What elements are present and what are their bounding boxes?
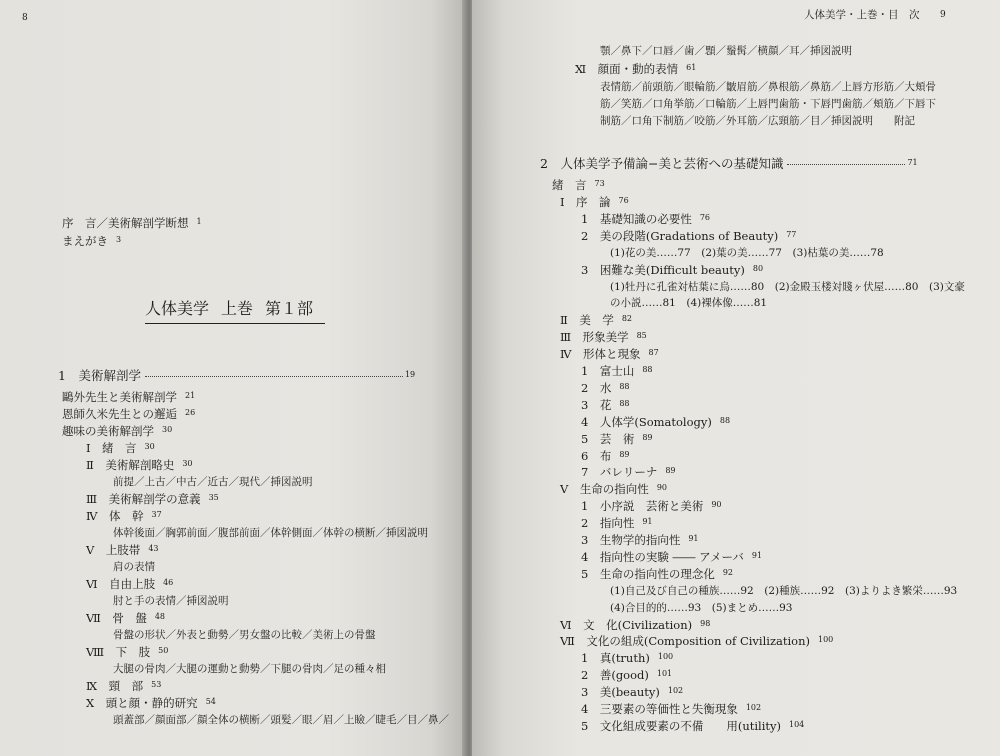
toc-subentry: 前提／上古／中古／近古／現代／挿図説明 — [113, 476, 313, 488]
toc-subentry — [610, 282, 965, 293]
entry-number: Ⅳ — [560, 347, 572, 362]
entry-title: 基礎知識の必要性 — [599, 211, 692, 226]
toc-entry[interactable] — [581, 228, 797, 243]
entry-title: 文化組成要素の不備 用(utility) — [599, 718, 781, 733]
toc-subentry — [610, 248, 884, 259]
toc-section[interactable] — [560, 332, 647, 344]
toc-subentry: 頭蓋部／顔面部／顔全体の横断／頭髪／眼／眉／上瞼／睫毛／目／鼻／ — [113, 714, 449, 726]
entry-number: 6 — [581, 448, 589, 463]
entry-title: (4)合目的的……93 (5)まとめ……93 — [610, 601, 793, 614]
entry-title: 真(truth) — [599, 651, 650, 666]
page-number-left: 8 — [22, 13, 28, 23]
page-ref: 100 — [657, 652, 674, 662]
entry-title: 生物学的指向性 — [599, 533, 681, 547]
toc-entry[interactable] — [581, 653, 673, 665]
entry-number: 3 — [581, 262, 589, 277]
toc-entry[interactable]: Ⅹ 頭と顔・静的研究 $^{54}$ — [86, 696, 216, 710]
page-ref: 77 — [786, 229, 797, 239]
entry-title: 文 化(Civilization) — [583, 617, 693, 632]
page-ref: 76 — [699, 212, 711, 222]
entry-title: 生命の指向性 — [579, 482, 649, 497]
toc-section[interactable] — [560, 315, 632, 327]
toc-entry[interactable] — [581, 566, 734, 581]
entry-title: 布 — [599, 448, 612, 463]
toc-subentry: 肘と手の表情／挿図説明 — [113, 595, 229, 607]
toc-section[interactable] — [560, 617, 711, 632]
part-title: 人体美学 上巻 第１部 — [145, 296, 325, 324]
entry-number: Ⅵ — [560, 617, 572, 632]
toc-entry[interactable] — [581, 262, 764, 277]
toc-section[interactable]: 趣味の美術解剖学 $^{30}$ — [62, 424, 173, 438]
entry-title: 文化の組成(Composition of Civilization) — [586, 634, 810, 649]
entry-title: 形体と現象 — [583, 347, 641, 362]
entry-number: 4 — [581, 549, 589, 564]
toc-section[interactable]: 緒 言 $^{73}$ — [552, 178, 605, 192]
toc-subentry — [610, 298, 767, 309]
entry-title: (1)牡丹に孔雀対枯葉に烏……80 (2)金殿玉楼対賤ヶ伏屋……80 (3)文豪 — [610, 280, 965, 293]
page-ref: 80 — [752, 263, 764, 273]
page-ref: 91 — [751, 550, 763, 560]
toc-entry[interactable]: Ⅳ 体 幹 $^{37}$ — [86, 509, 162, 523]
page-ref: 104 — [788, 719, 805, 729]
page-ref: 102 — [667, 686, 684, 696]
chapter-2-heading[interactable]: 2 人体美学予備論−美と芸術への基礎知識 $^{71}$ — [540, 156, 918, 171]
entry-title: 小序説 芸術と美術 — [599, 499, 704, 514]
entry-title: 指向性の実験 ―― アメーバ — [599, 549, 744, 564]
toc-entry[interactable]: Ⅷ 下 肢 $^{50}$ — [86, 645, 169, 659]
chapter-1-heading[interactable]: 1 美術解剖学 $^{19}$ — [58, 368, 416, 383]
toc-section[interactable] — [560, 349, 659, 361]
toc-section[interactable] — [560, 484, 667, 496]
page-ref: 87 — [648, 348, 659, 358]
entry-number: Ⅴ — [560, 482, 569, 497]
toc-section[interactable] — [560, 197, 629, 209]
page-ref: 89 — [665, 466, 676, 476]
page-ref: 90 — [711, 500, 722, 510]
page-ref: 98 — [700, 618, 711, 628]
toc-subentry: 大腿の骨肉／大腿の運動と動勢／下腿の骨肉／足の種々相 — [113, 663, 386, 675]
page-ref: 101 — [656, 669, 673, 679]
entry-number: 5 — [581, 718, 589, 733]
entry-number: 2 — [581, 668, 589, 683]
right-page — [472, 0, 1000, 756]
toc-entry[interactable] — [581, 431, 653, 446]
toc-entry[interactable] — [581, 397, 630, 412]
entry-title: 三要素の等価性と失衡現象 — [599, 702, 738, 716]
toc-entry[interactable] — [581, 549, 763, 564]
toc-subentry: 肩の表情 — [113, 561, 155, 573]
toc-entry[interactable] — [581, 467, 676, 479]
page-ref: 88 — [719, 415, 731, 425]
entry-number: 3 — [581, 397, 589, 412]
entry-title: 芸 術 — [599, 431, 635, 446]
entry-title: の小説……81 (4)裸体像……81 — [610, 297, 768, 310]
entry-number: Ⅶ — [560, 634, 575, 649]
entry-number: 2 — [581, 228, 589, 243]
toc-entry[interactable] — [581, 380, 630, 395]
page-ref: 88 — [619, 381, 630, 391]
entry-number: 3 — [581, 685, 589, 700]
page-ref: 92 — [722, 567, 734, 577]
entry-title: 序 論 — [576, 195, 611, 209]
toc-entry[interactable] — [581, 211, 711, 226]
entry-title: 美(beauty) — [599, 685, 660, 700]
entry-title: (1)花の美……77 (2)葉の美……77 (3)枯葉の美……78 — [610, 246, 884, 259]
page-ref: 76 — [618, 196, 629, 205]
entry-number: 1 — [581, 211, 589, 226]
entry-title: 困難な美(Difficult beauty) — [599, 262, 745, 277]
page-ref: 82 — [621, 314, 633, 324]
page-ref: 89 — [642, 432, 653, 442]
entry-title: (1)自己及び自己の種族……92 (2)種族……92 (3)よりよき繁栄……93 — [610, 584, 958, 597]
entry-number: 4 — [581, 702, 589, 716]
entry-title: 水 — [599, 380, 612, 395]
toc-entry[interactable] — [581, 535, 699, 547]
toc-section[interactable]: 鷗外先生と美術解剖学 $^{21}$ — [62, 390, 196, 404]
toc-subentry: 体幹後面／胸郭前面／腹部前面／体幹側面／体幹の横断／挿図説明 — [113, 527, 428, 539]
toc-section[interactable] — [560, 636, 833, 648]
toc-entry[interactable]: Ⅸ 頸 部 $^{53}$ — [86, 679, 162, 693]
entry-title: 花 — [599, 397, 612, 412]
toc-subentry: 制筋／口角下制筋／咬筋／外耳筋／広頸筋／目／挿図説明 附記 — [600, 115, 915, 127]
toc-subentry — [610, 603, 792, 614]
toc-entry[interactable] — [581, 448, 630, 463]
toc-entry[interactable] — [581, 687, 683, 699]
entry-title: 美の段階(Gradations of Beauty) — [599, 228, 779, 243]
entry-number: 5 — [581, 431, 589, 446]
toc-entry[interactable] — [581, 366, 653, 378]
entry-title: バレリーナ — [599, 465, 658, 480]
toc-entry[interactable] — [581, 518, 653, 530]
entry-number: 2 — [581, 516, 589, 531]
toc-section[interactable]: 恩師久米先生との邂逅 $^{26}$ — [62, 407, 196, 421]
entry-number: Ⅲ — [560, 330, 572, 345]
toc-entry[interactable]: Ⅵ 自由上肢 $^{46}$ — [86, 577, 174, 591]
toc-entry[interactable]: Ⅲ 美術解剖学の意義 $^{35}$ — [86, 492, 219, 506]
toc-entry[interactable]: Ⅺ 顔面・動的表情 $^{61}$ — [575, 62, 697, 76]
page-ref: 91 — [642, 517, 653, 527]
toc-subentry: 筋／笑筋／口角挙筋／口輪筋／上唇門歯筋・下唇門歯筋／頬筋／下唇下 — [600, 98, 936, 110]
page-ref: 85 — [636, 331, 647, 341]
entry-title: 富士山 — [599, 364, 635, 378]
entry-number: 2 — [581, 380, 589, 395]
toc-entry[interactable]: Ⅴ 上肢帯 $^{43}$ — [86, 543, 159, 557]
toc-entry[interactable]: Ⅰ 緒 言 $^{30}$ — [86, 441, 155, 455]
toc-entry[interactable] — [581, 670, 672, 682]
entry-number: 1 — [581, 499, 589, 514]
front-matter-item[interactable]: まえがき $^3$ — [62, 234, 122, 248]
toc-subentry: 表情筋／前頭筋／眼輪筋／皺眉筋／鼻根筋／鼻筋／上唇方形筋／大頬骨 — [600, 81, 936, 93]
entry-number: 3 — [581, 533, 589, 547]
page-ref: 88 — [619, 398, 630, 408]
entry-number: Ⅰ — [560, 195, 565, 209]
left-page — [0, 0, 468, 756]
toc-entry[interactable]: Ⅶ 骨 盤 $^{48}$ — [86, 611, 166, 625]
toc-subentry: 顎／鼻下／口唇／歯／顋／鬚髯／横顔／耳／挿図説明 — [600, 45, 852, 57]
entry-title: 指向性 — [599, 516, 635, 531]
entry-number: 5 — [581, 566, 589, 581]
page-ref: 100 — [817, 635, 834, 645]
page-ref: 89 — [619, 449, 630, 459]
entry-number: 7 — [581, 465, 589, 480]
toc-entry[interactable] — [581, 718, 805, 733]
entry-number: Ⅱ — [560, 313, 568, 328]
toc-entry[interactable] — [581, 414, 731, 429]
entry-number: 1 — [581, 364, 589, 378]
entry-title: 美 学 — [579, 313, 614, 328]
entry-title: 生命の指向性の理念化 — [599, 566, 715, 581]
running-header: 人体美学・上巻・目 次 — [804, 9, 920, 21]
entry-title: 人体学(Somatology) — [599, 414, 712, 429]
page-ref: 102 — [745, 703, 762, 712]
toc-subentry — [610, 586, 957, 597]
page-ref: 90 — [656, 483, 667, 493]
toc-subentry: 骨盤の形状／外表と動勢／男女盤の比較／美術上の骨盤 — [113, 629, 376, 641]
toc-entry[interactable] — [581, 704, 761, 716]
entry-title: 形象美学 — [582, 330, 629, 345]
page-ref: 88 — [642, 365, 653, 374]
page-number-right: 9 — [940, 10, 946, 20]
toc-entry[interactable] — [581, 501, 722, 513]
entry-title: 善(good) — [599, 668, 649, 683]
page-ref: 91 — [688, 534, 699, 543]
entry-number: 1 — [581, 651, 589, 666]
entry-number: 4 — [581, 414, 589, 429]
toc-entry[interactable]: Ⅱ 美術解剖略史 $^{30}$ — [86, 458, 193, 472]
front-matter-item[interactable]: 序 言／美術解剖学断想 $^1$ — [62, 216, 202, 230]
